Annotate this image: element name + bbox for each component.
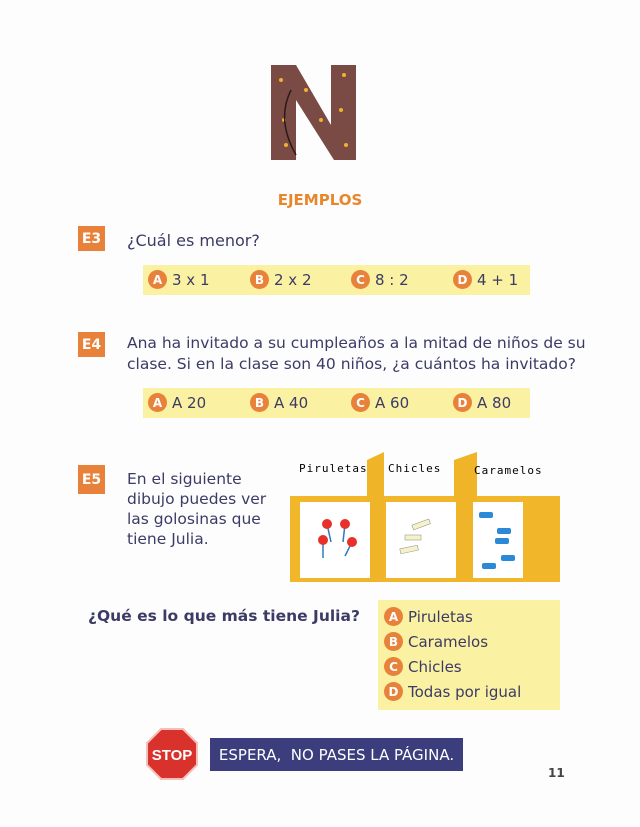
option-text: Todas por igual	[408, 682, 522, 701]
e4-question-line: clase. Si en la clase son 40 niños, ¿a cuántos ha invitado?	[127, 355, 576, 373]
option-letter: B	[384, 632, 403, 651]
e3-badge: E3	[78, 226, 105, 251]
e5-question: ¿Qué es lo que más tiene Julia?	[88, 607, 360, 625]
option-text: 4 + 1	[477, 270, 519, 289]
option-text: 8 : 2	[375, 270, 409, 289]
e4-question	[127, 333, 586, 375]
option-letter: B	[250, 270, 269, 289]
letter-n-illustration	[266, 60, 361, 168]
e4-question-line: Ana ha invitado a su cumpleaños a la mitad de niños de su	[127, 334, 586, 352]
option-text: 3 x 1	[172, 270, 210, 289]
e5-badge: E5	[78, 465, 105, 494]
label-caramelos: Caramelos	[474, 464, 543, 477]
e3-option-a[interactable]	[148, 270, 210, 289]
e5-text	[127, 469, 266, 549]
label-chicles: Chicles	[388, 462, 442, 475]
option-letter: C	[351, 270, 370, 289]
option-text: Piruletas	[408, 607, 473, 626]
option-text: A 40	[274, 393, 309, 412]
e5-text-line: En el siguiente	[127, 470, 242, 488]
option-letter: D	[453, 393, 472, 412]
label-piruletas: Piruletas	[299, 462, 368, 475]
e4-option-c[interactable]	[351, 393, 409, 412]
e5-options	[378, 600, 560, 710]
e5-option-d[interactable]	[384, 679, 560, 704]
e5-text-line: las golosinas que	[127, 510, 261, 528]
e4-badge: E4	[78, 332, 105, 357]
e5-text-line: dibujo puedes ver	[127, 490, 267, 508]
e3-option-c[interactable]	[351, 270, 409, 289]
e4-option-b[interactable]	[250, 393, 308, 412]
stop-label: STOP	[151, 747, 193, 764]
option-text: A 20	[172, 393, 207, 412]
e5-text-line: tiene Julia.	[127, 530, 209, 548]
option-text: A 80	[477, 393, 512, 412]
e4-option-a[interactable]	[148, 393, 206, 412]
e3-option-d[interactable]	[453, 270, 518, 289]
e3-question: ¿Cuál es menor?	[127, 231, 260, 250]
option-text: A 60	[375, 393, 410, 412]
option-letter: A	[148, 393, 167, 412]
option-text: 2 x 2	[274, 270, 312, 289]
e3-option-b[interactable]	[250, 270, 312, 289]
page-number: 11	[548, 766, 565, 780]
section-title: EJEMPLOS	[277, 191, 363, 209]
candy-box-drawing	[287, 450, 562, 585]
e4-options	[143, 388, 530, 418]
option-text: Caramelos	[408, 632, 489, 651]
stop-sign-icon	[146, 728, 198, 780]
e4-option-d[interactable]	[453, 393, 511, 412]
e5-option-b[interactable]	[384, 629, 560, 654]
option-letter: C	[384, 657, 403, 676]
option-letter: B	[250, 393, 269, 412]
e3-options	[143, 265, 530, 295]
option-letter: A	[384, 607, 403, 626]
option-letter: A	[148, 270, 167, 289]
wait-banner: ESPERA, NO PASES LA PÁGINA.	[210, 738, 463, 771]
e5-option-c[interactable]	[384, 654, 560, 679]
option-letter: C	[351, 393, 370, 412]
e5-option-a[interactable]	[384, 604, 560, 629]
option-letter: D	[453, 270, 472, 289]
option-text: Chicles	[408, 657, 462, 676]
option-letter: D	[384, 682, 403, 701]
